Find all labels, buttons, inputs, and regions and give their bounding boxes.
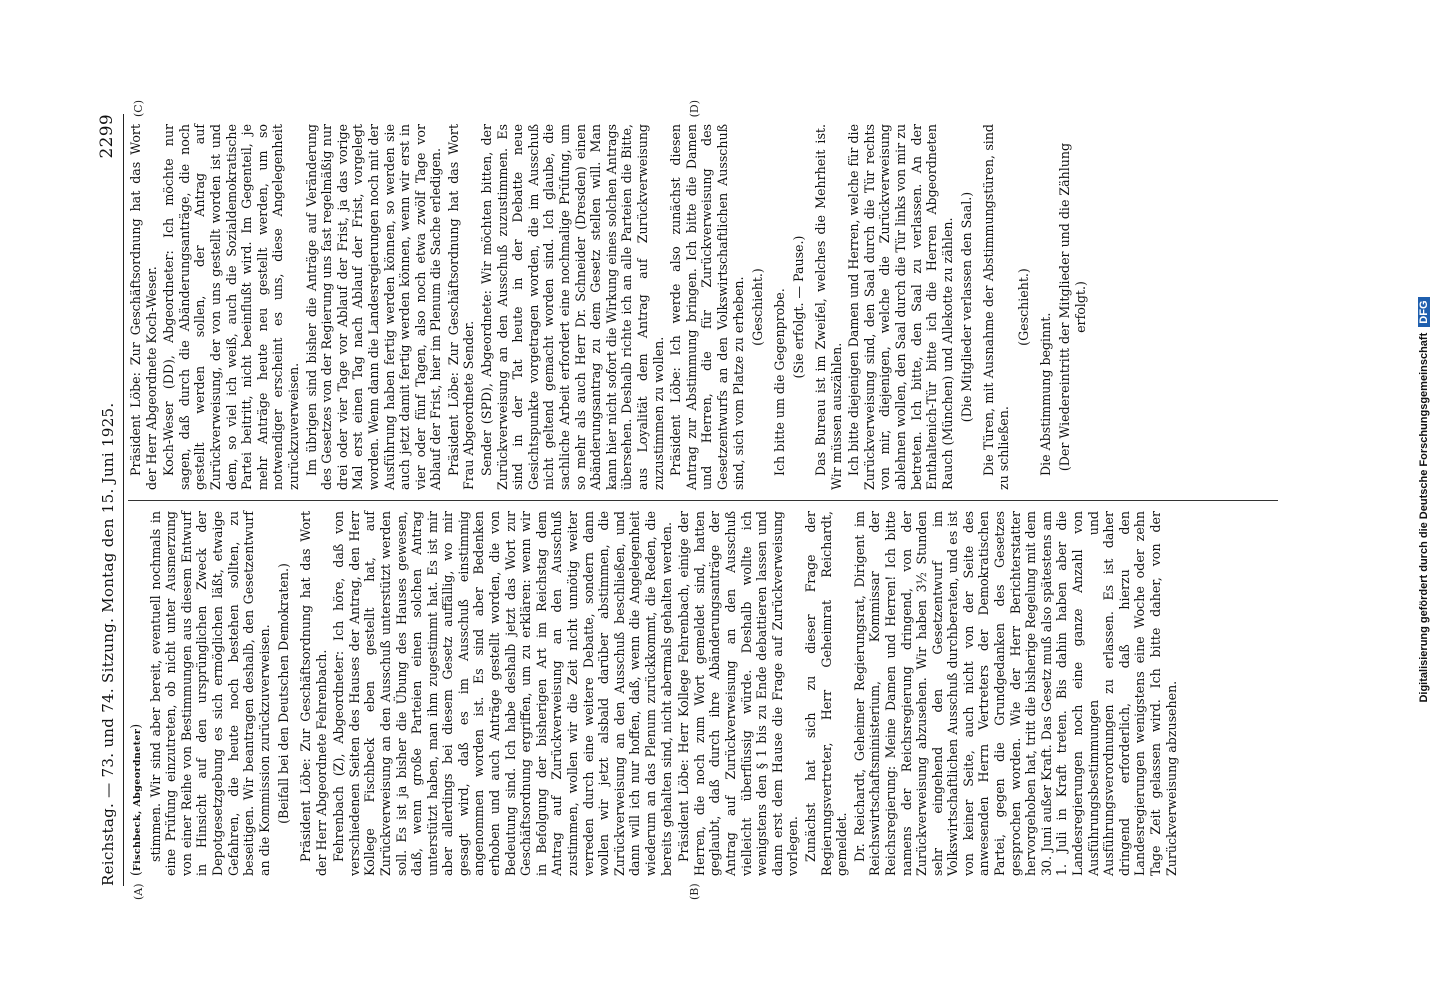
margin-mark-a: (A) [132, 883, 145, 900]
right-paragraph-10: Das Bureau ist im Zweifel, welches die Mehrheit ist. Wir müssen auszählen. [812, 124, 844, 490]
right-paragraph-12: (Die Mitglieder verlassen den Saal.) [959, 191, 975, 423]
header-rule [123, 114, 124, 886]
right-paragraph-15: Die Abstimmung beginnt. [1037, 312, 1053, 476]
right-paragraph-9: (Sie erfolgt. — Pause.) [791, 235, 807, 379]
right-paragraph-6: Präsident Löbe: Ich werde also zunächst diesen Antrag zur Abstimmung bringen. Ich bitte die Damen und Herren, die für Zurückverweisung des Gesetzentwurfs an den Volkswirtschaftlichen Ausschuß sind, sich vom Platze zu erheben. [668, 124, 746, 490]
right-paragraph-3: Im übrigen sind bisher die Anträge auf Veränderung des Gesetzes von der Regierung uns fast regelmäßig nur drei oder vier Tage vor Ablauf der Frist, ja das vorige Mal erst einen Tag nach Ablauf der Frist, vorgelegt worden. Wenn dann die Landesregierungen noch mit der Ausführung haben fertig werden können, so werden sie auch jetzt damit fertig werden können, wenn wir erst in vier oder fünf Tagen, also noch etwa zwölf Tage vor Ablauf der Frist, hier im Plenum die Sache erledigen. [303, 124, 444, 490]
right-paragraph-16: (Der Wiedereintritt der Mitglieder und die Zählung erfolgt.) [1057, 142, 1088, 472]
page-number: 2299 [97, 114, 117, 159]
two-column-body [128, 100, 1278, 900]
dfg-credit [1418, 10, 1430, 990]
dfg-logo-icon: DFG [1418, 297, 1430, 326]
right-paragraph-1: Präsident Löbe: Zur Geschäftsordnung hat das Wort der Herr Abgeordnete Koch-Weser. [128, 124, 159, 490]
left-paragraph-7: Dr. Reichardt, Geheimer Regierungsrat, Dirigent im Reichswirtschaftsministerium, Kommissar der Reichsregierung: Meine Damen und Herren! Ich bitte namens der Reichsregierung dringend, von der Zurückverweisung abzusehen. Wir haben 3½ Stunden sehr eingehend den Gesetzentwurf im Volkswirtschaftlichen Ausschuß durchberaten, und es ist von keiner Seite, auch nicht von der Seite des anwesenden Herrn Vertreters der Demokratischen Partei, gegen die Grundgedanken des Gesetzes gesprochen worden. Wie der Herr Berichterstatter hervorgehoben hat, tritt die bisherige Regelung mit dem 30. Juni außer Kraft. Das Gesetz muß also spätestens am 1. Juli in Kraft treten. Bis dahin haben aber die Landesregierungen noch eine ganze Anzahl von Ausführungsbestimmungen und Ausführungsverordnungen zu erlassen. Es ist daher dringend erforderlich, daß hierzu den Landesregierungen wenigstens eine Woche oder zehn Tage Zeit gelassen wird. Ich bitte daher, von der Zurückverweisung abzusehen. [851, 511, 1179, 876]
left-paragraph-3: Präsident Löbe: Zur Geschäftsordnung hat das Wort der Herr Abgeordnete Fehrenbach. [297, 511, 329, 876]
left-paragraph-2: (Beifall bei den Deutschen Demokraten.) [276, 563, 292, 824]
left-paragraph-5: Präsident Löbe: Herr Kollege Fehrenbach, einige der Herren, die noch zum Wort gemeldet sind, hatten geglaubt, daß durch ihre Abänderungsanträge der Antrag auf Zurückverweisung an den Ausschuß vielleicht überflüssig würde. Deshalb wollte ich wenigstens den § 1 bis zu Ende debattieren lassen und dann erst dem Hause die Frage auf Zurückverweisung vorlegen. [676, 511, 801, 876]
right-paragraph-7: (Geschieht.) [750, 268, 766, 346]
right-paragraph-11: Ich bitte diejenigen Damen und Herren, welche für die Zurückverweisung sind, den Saal durch die Tür rechts von mir, diejenigen, welche die Zurückverweisung ablehnen wollen, den Saal durch die Tür links von mir zu betreten. Ich bitte, den Saal zu verlassen. An der Enthaltenich-Tür bitte ich die Herren Abgeordneten Rauch (München) und Allekotte zu zählen. [846, 124, 955, 490]
left-paragraph-1: stimmen. Wir sind aber bereit, eventuell nochmals in eine Prüfung einzutreten, ob nicht unter Ausmerzung von einer Reihe von Bestimmungen aus diesem Entwurf in Hinsicht auf den ursprünglichen Zweck der Depotgesetzgebung es sich ermöglichen läßt, etwaige Gefahren, die heute noch bestehen sollten, zu beseitigen. Wir beantragen deshalb, den Gesetzentwurf an die Kommission zurückzuverweisen. [147, 511, 272, 876]
right-paragraph-2: Koch-Weser (DD), Abgeordneter: Ich möchte nur sagen, daß durch die Abänderungsanträge, die noch gestellt werden sollen, der Antrag auf Zurückverweisung, der von uns gestellt worden ist und dem, so viel ich weiß, auch die Sozialdemokratische Partei beitritt, nicht beeinflußt wird. Im Gegenteil, je mehr Anträge heute neu gestellt werden, um so notwendiger erscheint es uns, diese Angelegenheit zurückzuverweisen. [161, 124, 301, 490]
right-paragraph-13: Die Türen, mit Ausnahme der Abstimmungstüren, sind zu schließen. [980, 124, 1012, 490]
rotated-document-page [87, 100, 1317, 900]
right-column [128, 114, 1278, 500]
page-header [95, 114, 121, 886]
running-speaker-line: (Fischbeck, Abgeordneter) [128, 723, 143, 876]
running-speaker: Fischbeck, Abgeordneter [132, 728, 143, 872]
margin-mark-d: (D) [688, 100, 701, 118]
right-paragraph-4: Präsident Löbe: Zur Geschäftsordnung hat das Wort Frau Abgeordnete Sender. [445, 124, 477, 490]
right-paragraph-14: (Geschieht.) [1016, 268, 1032, 346]
left-paragraph-4: Fehrenbach (Z), Abgeordneter: Ich höre, daß von verschiedenen Seiten des Hauses der Antrag, den Herr Kollege Fischbeck eben gestellt hat, auf Zurückverweisung an den Ausschuß unterstützt werden soll. Es ist ja bisher die Übung des Hauses gewesen, daß, wenn große Parteien einen solchen Antrag unterstützt haben, man ihm zugestimmt hat. Es ist mir aber allerdings bei diesem Gesetz auffällig, wo mir gesagt wird, daß es im Ausschuß einstimmig angenommen worden ist. Es sind aber Bedenken erhoben und auch Anträge gestellt worden, die von Bedeutung sind. Ich habe deshalb jetzt das Wort zur Geschäftsordnung ergriffen, um zu erklären: wenn wir in Befolgung der bisherigen Art im Reichstag dem Antrag auf Zurückverweisung an den Ausschuß zustimmen, wollen wir die Zeit nicht unnötig weiter verreden durch eine weitere Debatte, sondern dann wollen wir jetzt alsbald darüber abstimmen, die Zurückverweisung an den Ausschuß beschließen, und dann will ich nur hoffen, daß, wenn die Angelegenheit wiederum an das Plenum zurückkommt, die Reden, die bereits gehalten sind, nicht abermals gehalten werden. [331, 511, 674, 876]
left-paragraph-6: Zunächst hat sich zu dieser Frage der Regierungsvertreter, Herr Geheimrat Reichardt, gemeldet. [802, 511, 850, 876]
dfg-credit-text: Digitalisierung gefördert durch die Deutsche Forschungsgemeinschaft [1418, 332, 1430, 703]
right-paragraph-8: Ich bitte um die Gegenprobe. [771, 288, 787, 476]
running-header: Reichstag. — 73. und 74. Sitzung. Montag den 15. Juni 1925. [99, 402, 117, 886]
left-column [128, 500, 1278, 886]
margin-mark-c: (C) [132, 100, 145, 117]
right-paragraph-5: Sender (SPD), Abgeordnete: Wir möchten bitten, der Zurückverweisung an den Ausschuß zuzustimmen. Es sind in der Tat heute in der Debatte neue Gesichtspunkte vorgetragen worden, die im Ausschuß nicht geltend gemacht worden sind. Ich glaube, die sachliche Arbeit erfordert eine nochmalige Prüfung, um so mehr als auch Herr Dr. Schneider (Dresden) einen Abänderungsantrag zu dem Gesetz stellen will. Man kann hier nicht sofort die Wirkung eines solchen Antrags übersehen. Deshalb richte ich an alle Parteien die Bitte, aus Loyalität dem Antrag auf Zurückverweisung zuzustimmen zu wollen. [479, 124, 666, 490]
margin-mark-b: (B) [688, 883, 701, 900]
